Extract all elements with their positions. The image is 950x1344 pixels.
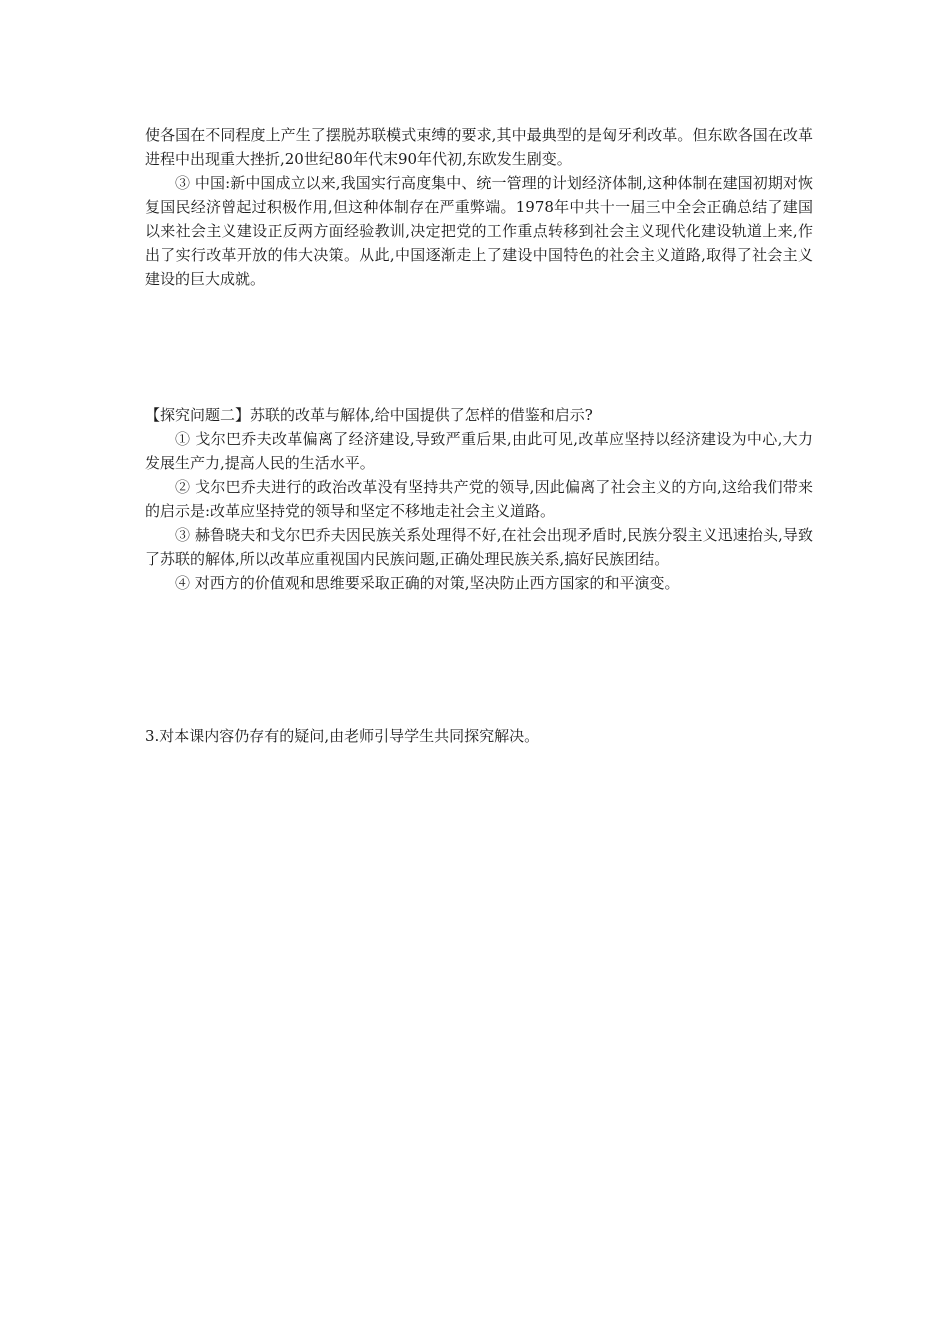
inquiry-point: ② 戈尔巴乔夫进行的政治改革没有坚持共产党的领导,因此偏离了社会主义的方向,这给我们带来的启示是:改革应坚持党的领导和坚定不移地走社会主义道路。: [145, 478, 813, 520]
remaining-questions-text: 3.对本课内容仍存有的疑问,由老师引导学生共同探究解决。: [145, 727, 540, 745]
inquiry-point: ④ 对西方的价值观和思维要采取正确的对策,坚决防止西方国家的和平演变。: [175, 574, 680, 592]
inquiry-heading: 【探究问题二】苏联的改革与解体,给中国提供了怎样的借鉴和启示?: [145, 406, 593, 424]
paragraph-china: ③ 中国:新中国成立以来,我国实行高度集中、统一管理的计划经济体制,这种体制在建国初期对恢复国民经济曾起过积极作用,但这种体制存在严重弊端。1978年中共十一届三中全会正确总结了建国以来社会主义建设正反两方面经验教训,决定把党的工作重点转移到社会主义现代化建设轨道上来,作出了实行改革开放的伟大决策。从此,中国逐渐走上了建设中国特色的社会主义道路,取得了社会主义建设的巨大成就。: [145, 174, 813, 288]
paragraph-eastern-europe: 使各国在不同程度上产生了摆脱苏联模式束缚的要求,其中最典型的是匈牙利改革。但东欧各国在改革进程中出现重大挫折,20世纪80年代末90年代初,东欧发生剧变。: [145, 126, 813, 168]
inquiry-point: ① 戈尔巴乔夫改革偏离了经济建设,导致严重后果,由此可见,改革应坚持以经济建设为中心,大力发展生产力,提高人民的生活水平。: [145, 430, 813, 472]
section-eastern-europe-china: [145, 123, 813, 291]
section-inquiry-question-two: [145, 403, 813, 595]
inquiry-point: ③ 赫鲁晓夫和戈尔巴乔夫因民族关系处理得不好,在社会出现矛盾时,民族分裂主义迅速抬头,导致了苏联的解体,所以改革应重视国内民族问题,正确处理民族关系,搞好民族团结。: [145, 526, 813, 568]
section-remaining-questions: [145, 724, 813, 748]
